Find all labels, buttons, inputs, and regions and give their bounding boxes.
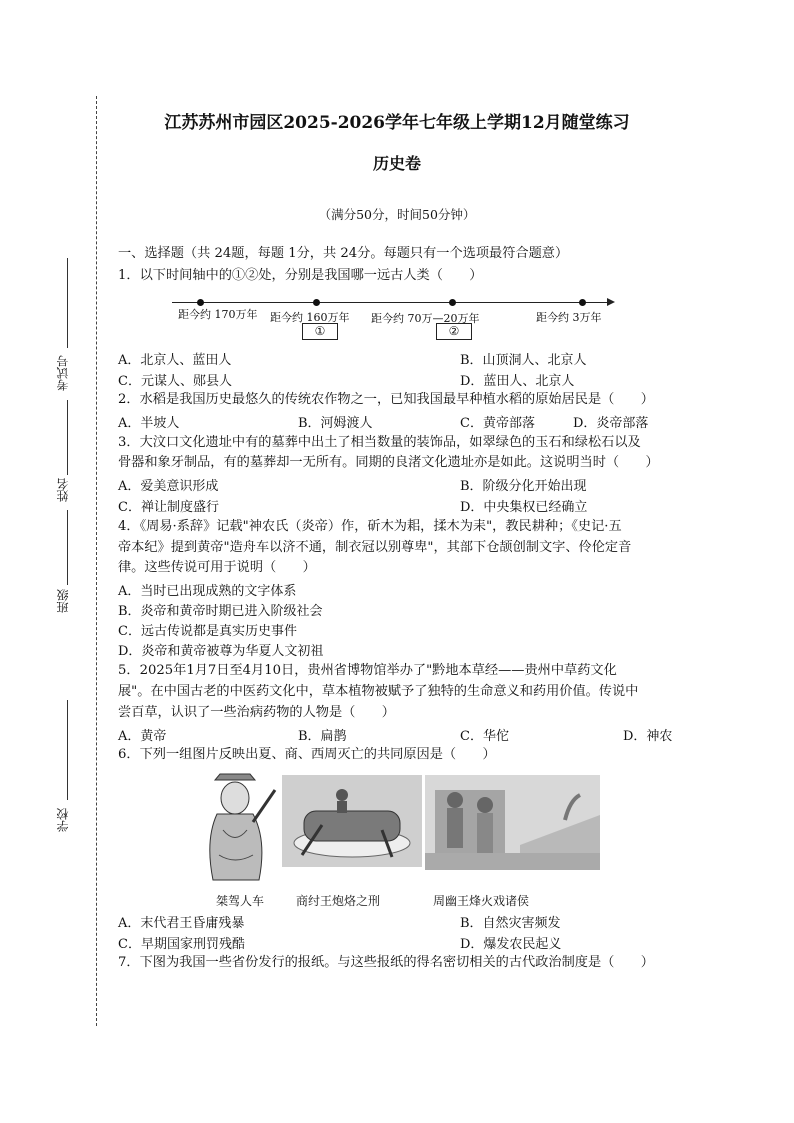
class-label: 班级 (56, 589, 70, 613)
q6-option-b[interactable]: B．自然灾害频发 (460, 916, 561, 931)
q3-option-d[interactable]: D．中央集权已经确立 (460, 500, 588, 515)
name-label: 姓名 (56, 478, 70, 502)
question-4-line-3: 律。这些传说可用于说明（ ） (118, 560, 316, 575)
question-4-line-2: 帝本纪》提到黄帝"造舟车以济不通，制衣冠以别尊卑"，其部下仓颉创制文字、伶伦定音 (118, 540, 632, 555)
timeline-point (449, 299, 456, 306)
timeline-point (197, 299, 204, 306)
question-4-line-1: 4．《周易·系辞》记载"神农氏（炎帝）作，斫木为耜，揉木为耒"，教民耕种；《史记·五 (118, 519, 622, 534)
question-5-line-2: 展"。在中国古老的中医药文化中，草本植物被赋予了独特的生命意义和药用价值。传说中 (118, 684, 639, 699)
paper-title: 江苏苏州市园区2025-2026学年七年级上学期12月随堂练习 (164, 113, 630, 133)
exam-number-blank (67, 258, 68, 348)
name-blank (67, 400, 68, 475)
q5-option-d[interactable]: D．神农 (623, 729, 673, 744)
q2-option-c[interactable]: C．黄帝部落 (460, 416, 535, 431)
question-5-line-3: 尝百草，认识了一些治病药物的人物是（ ） (118, 705, 395, 720)
school-label: 学校 (56, 808, 70, 832)
jie-human-cart-image (195, 770, 277, 885)
q6-option-a[interactable]: A．末代君王昏庸残暴 (118, 916, 245, 931)
exam-number-label: 考试号 (56, 355, 70, 391)
timeline-label: 距今约 160万年 (270, 311, 350, 324)
q3-option-b[interactable]: B．阶级分化开始出现 (460, 479, 587, 494)
question-3-line-2: 骨器和象牙制品，有的墓葬却一无所有。同期的良渚文化遗址亦是如此。这说明当时（ ） (118, 455, 659, 470)
beacon-fire-image (425, 775, 600, 870)
q1-option-d[interactable]: D．蓝田人、北京人 (460, 374, 575, 389)
timeline-point (579, 299, 586, 306)
question-2-stem: 2．水稻是我国历史最悠久的传统农作物之一，已知我国最早种植水稻的原始居民是（ ） (118, 392, 654, 407)
question-7-stem: 7．下图为我国一些省份发行的报纸。与这些报纸的得名密切相关的古代政治制度是（ ） (118, 955, 654, 970)
timeline-mark-2: ② (436, 323, 472, 340)
timeline-label: 距今约 70万—20万年 (371, 312, 480, 325)
timeline-point (313, 299, 320, 306)
question-6-stem: 6．下列一组图片反映出夏、商、西周灭亡的共同原因是（ ） (118, 747, 496, 762)
q2-option-d[interactable]: D．炎帝部落 (573, 416, 649, 431)
q3-option-a[interactable]: A．爱美意识形成 (118, 479, 219, 494)
q6-option-c[interactable]: C．早期国家刑罚残酷 (118, 937, 245, 952)
school-blank (67, 700, 68, 800)
section-heading: 一、选择题（共 24题，每题 1分，共 24分。每题只有一个选项最符合题意） (118, 246, 569, 261)
image-caption-1: 桀驾人车 (216, 894, 265, 908)
timeline-label: 距今约 3万年 (536, 311, 602, 324)
paolao-punishment-image (282, 775, 422, 867)
q5-option-c[interactable]: C．华佗 (460, 729, 509, 744)
q2-option-b[interactable]: B．河姆渡人 (298, 416, 373, 431)
question-1-stem: 1．以下时间轴中的①②处，分别是我国哪一远古人类（ ） (118, 268, 483, 283)
image-caption-2: 商纣王炮烙之刑 (296, 894, 381, 908)
paper-subtitle: 历史卷 (372, 154, 421, 173)
image-caption-3: 周幽王烽火戏诸侯 (433, 894, 530, 908)
q4-option-a[interactable]: A．当时已出现成熟的文字体系 (118, 584, 297, 599)
q1-option-c[interactable]: C．元谋人、郧县人 (118, 374, 232, 389)
class-blank (67, 510, 68, 585)
question-3-line-1: 3．大汶口文化遗址中有的墓葬中出土了相当数量的装饰品，如翠绿色的玉石和绿松石以及 (118, 435, 641, 450)
timeline-mark-1: ① (302, 323, 338, 340)
q2-option-a[interactable]: A．半坡人 (118, 416, 180, 431)
timeline-label: 距今约 170万年 (178, 308, 258, 321)
q4-option-b[interactable]: B．炎帝和黄帝时期已进入阶级社会 (118, 604, 323, 619)
exam-info: （满分50分，时间50分钟） (318, 207, 476, 222)
q6-option-d[interactable]: D．爆发农民起义 (460, 937, 562, 952)
q4-option-c[interactable]: C．远古传说都是真实历史事件 (118, 624, 297, 639)
q1-option-b[interactable]: B．山顶洞人、北京人 (460, 353, 587, 368)
q3-option-c[interactable]: C．禅让制度盛行 (118, 500, 219, 515)
timeline-arrow-icon (607, 298, 615, 306)
q5-option-a[interactable]: A．黄帝 (118, 729, 167, 744)
q5-option-b[interactable]: B．扁鹊 (298, 729, 347, 744)
timeline-axis (172, 302, 612, 303)
binding-dash-line (96, 96, 97, 1026)
q4-option-d[interactable]: D．炎帝和黄帝被尊为华夏人文初祖 (118, 644, 324, 659)
q1-option-a[interactable]: A．北京人、蓝田人 (118, 353, 232, 368)
question-5-line-1: 5．2025年1月7日至4月10日，贵州省博物馆举办了"黔地本草经——贵州中草药文化 (118, 663, 617, 678)
